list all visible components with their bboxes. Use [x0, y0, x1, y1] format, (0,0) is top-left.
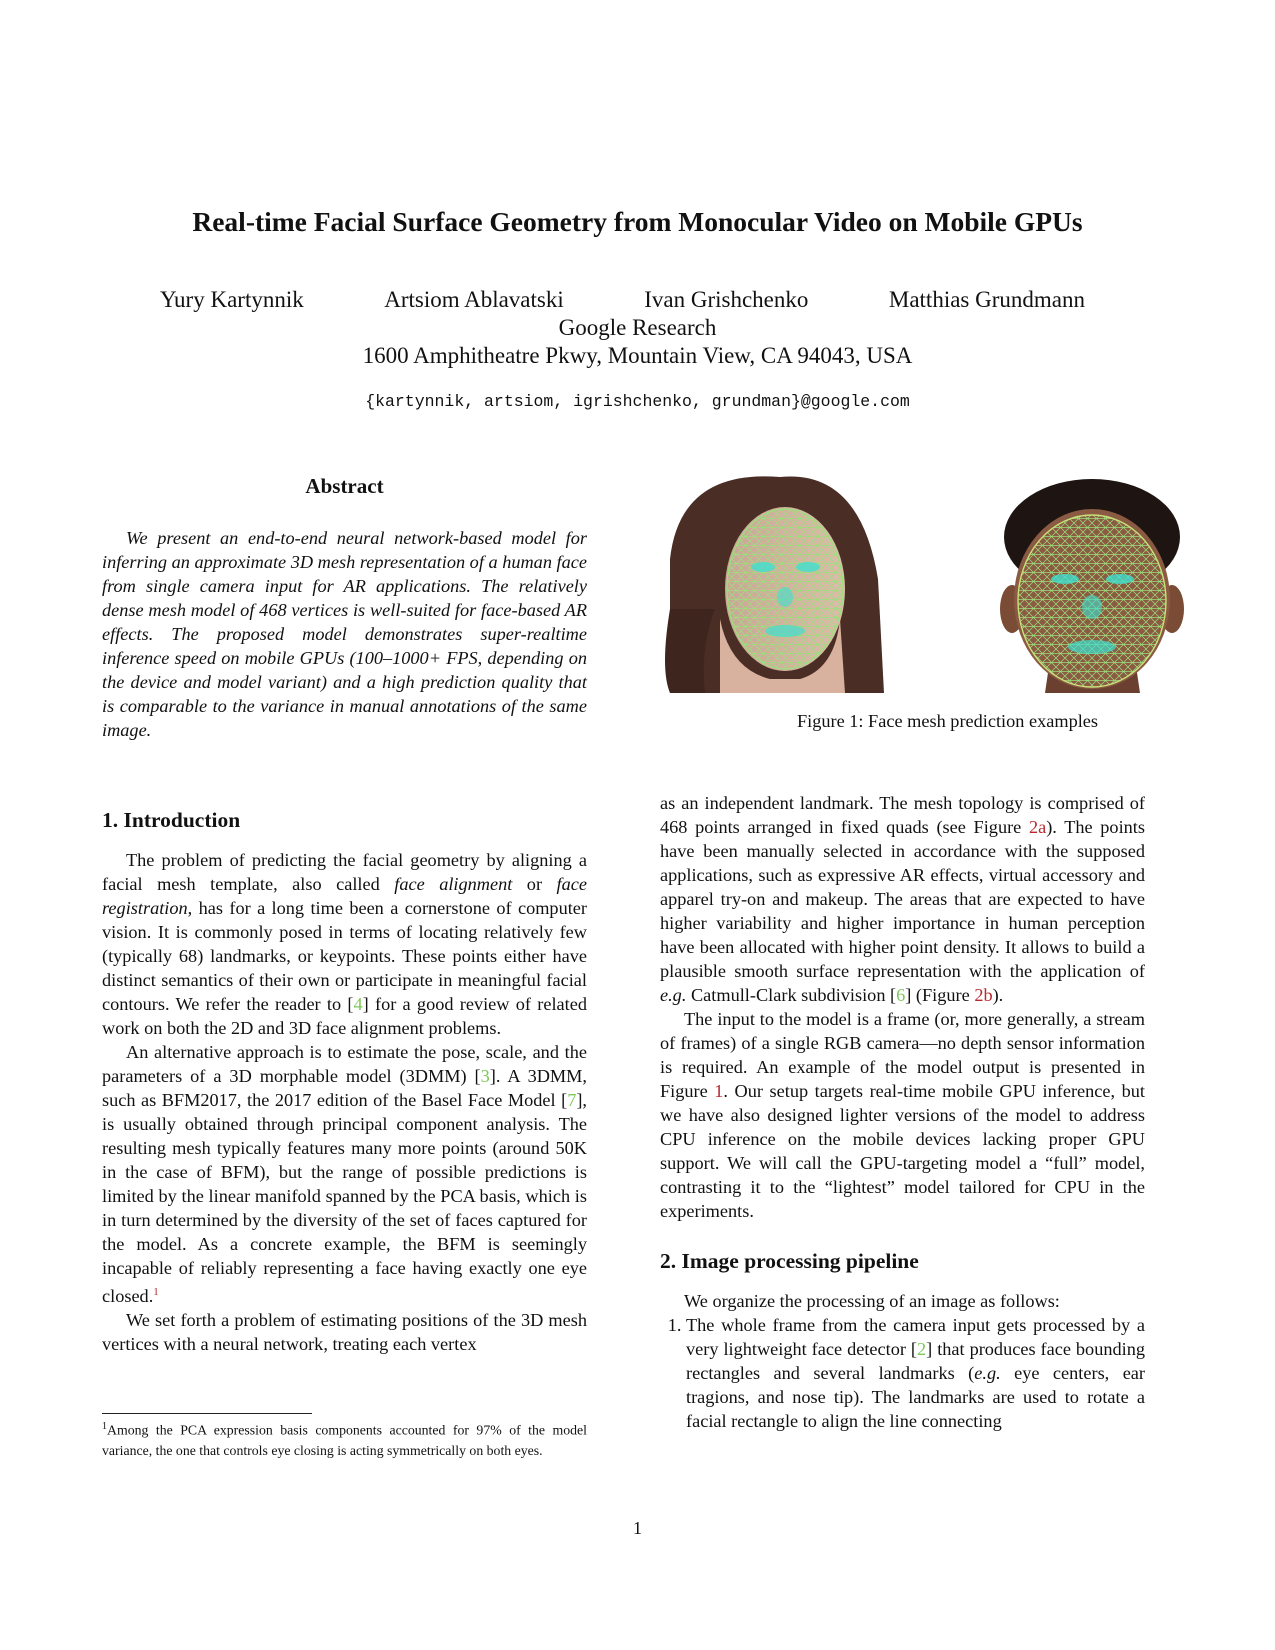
citation-link[interactable]: 4 [353, 994, 363, 1014]
author-4: Matthias Grundmann [888, 287, 1085, 312]
affiliation: Google Research [558, 315, 717, 340]
page-number: 1 [633, 1518, 642, 1538]
face-example-2 [1000, 479, 1184, 693]
abstract-text [102, 526, 587, 742]
intro-paragraph-3: We set forth a problem of estimating positions of the 3D mesh vertices with a neural network, treating each vertex [102, 1310, 587, 1355]
footnote: $^1$Among the PCA expression basis components accounted for 97% of the model variance, the one that controls eye closing is acting symmetrically on both eyes. [102, 1421, 587, 1458]
paper-title: Real-time Facial Surface Geometry from Monocular Video on Mobile GPUs [192, 206, 1083, 237]
figure-ref-link[interactable]: 2b [974, 985, 993, 1005]
author-list [160, 287, 1085, 313]
mesh-topology-paragraph: as an independent landmark. The mesh topology is comprised of 468 points arranged in fixed quads (see Figure 2a). The points have been manually selected in accordance with the supposed applications, such as expressive AR effects, virtual accessory and apparel try-on and makeup. The areas that are expected to have higher variability and higher importance in human perception have been allocated with higher point density. It allows to build a plausible smooth surface representation with the application of e.g. Catmull-Clark subdivision [6] (Figure 2b). [660, 793, 1145, 1005]
author-3: Ivan Grishchenko [644, 287, 809, 312]
author-emails: {kartynnik, artsiom, igrishchenko, grundman}@google.com [365, 392, 910, 411]
author-1: Yury Kartynnik [160, 287, 304, 312]
abstract-paragraph: We present an end-to-end neural network-based model for inferring an approximate 3D mesh representation of a human face from single camera input for AR applications. The relatively dense mesh model of 468 vertices is well-suited for face-based AR effects. The proposed model demonstrates super-realtime inference speed on mobile GPUs (100–1000+ FPS, depending on the device and model variant) and a high prediction quality that is comparable to the variance in manual annotations of the same image. [102, 528, 587, 740]
intro-paragraph-2: An alternative approach is to estimate the pose, scale, and the parameters of a 3D morphable model (3DMM) [3]. A 3DMM, such as BFM2017, the 2017 edition of the Basel Face Model [7], is usually obtained through principal component analysis. The resulting mesh typically features many more points (around 50K in the case of BFM), but the range of possible predictions is limited by the linear manifold spanned by the PCA basis, which is in turn determined by the diversity of the set of faces captured for the model. As a concrete example, the BFM is seemingly incapable of reliably representing a face having exactly one eye closed.$^1$ [102, 1042, 588, 1307]
list-item: 1. The whole frame from the camera input gets processed by a very lightweight face detector [2] that produces face bounding rectangles and several landmarks (e.g. eye centers, ear tragions, and nose tip). The landmarks are used to rotate a facial rectangle to align the line connecting [686, 1313, 1145, 1433]
citation-link[interactable]: 6 [896, 985, 906, 1005]
footnote-divider [102, 1413, 312, 1414]
pipeline-intro: We organize the processing of an image as follows: [684, 1291, 1060, 1311]
figure-1-image [660, 469, 1235, 693]
pipeline-steps [660, 1313, 1145, 1433]
right-column [660, 791, 1145, 1433]
figure-1-caption: Figure 1: Face mesh prediction examples [796, 711, 1099, 731]
address: 1600 Amphitheatre Pkwy, Mountain View, CA 94043, USA [362, 343, 913, 368]
section-heading-pipeline: 2. Image processing pipeline [660, 1249, 919, 1273]
footnote-link[interactable]: 1 [153, 1286, 159, 1298]
citation-link[interactable]: 7 [567, 1090, 577, 1110]
citation-link[interactable]: 3 [480, 1066, 490, 1086]
intro-paragraph-1: The problem of predicting the facial geometry by aligning a facial mesh template, also called face alignment or face registration, has for a long time been a cornerstone of computer vision. It is commonly posed in terms of locating relatively few (typically 68) landmarks, or keypoints. These points either have distinct semantics of their own or participate in meaningful facial contours. We refer the reader to [4] for a good review of related work on both the 2D and 3D face alignment problems. [102, 850, 587, 1038]
introduction-section [102, 808, 587, 1356]
author-2: Artsiom Ablavatski [384, 287, 564, 312]
model-input-paragraph: The input to the model is a frame (or, more generally, a stream of frames) of a single RGB camera—no depth sensor information is required. An example of the model output is presented in Figure 1. Our setup targets real-time mobile GPU inference, but we have also designed lighter versions of the model to address CPU inference on the mobile devices lacking proper GPU support. We will call the GPU-targeting model a “full” model, contrasting it to the “lightest” model tailored for CPU in the experiments. [660, 1009, 1145, 1221]
citation-link[interactable]: 2 [917, 1339, 927, 1359]
face-example-1 [665, 476, 884, 693]
section-heading-introduction: 1. Introduction [102, 808, 241, 832]
face-mesh-illustration [660, 469, 1235, 693]
figure-ref-link[interactable]: 1 [714, 1081, 724, 1101]
abstract-heading: Abstract [305, 474, 384, 498]
figure-ref-link[interactable]: 2a [1028, 817, 1047, 837]
